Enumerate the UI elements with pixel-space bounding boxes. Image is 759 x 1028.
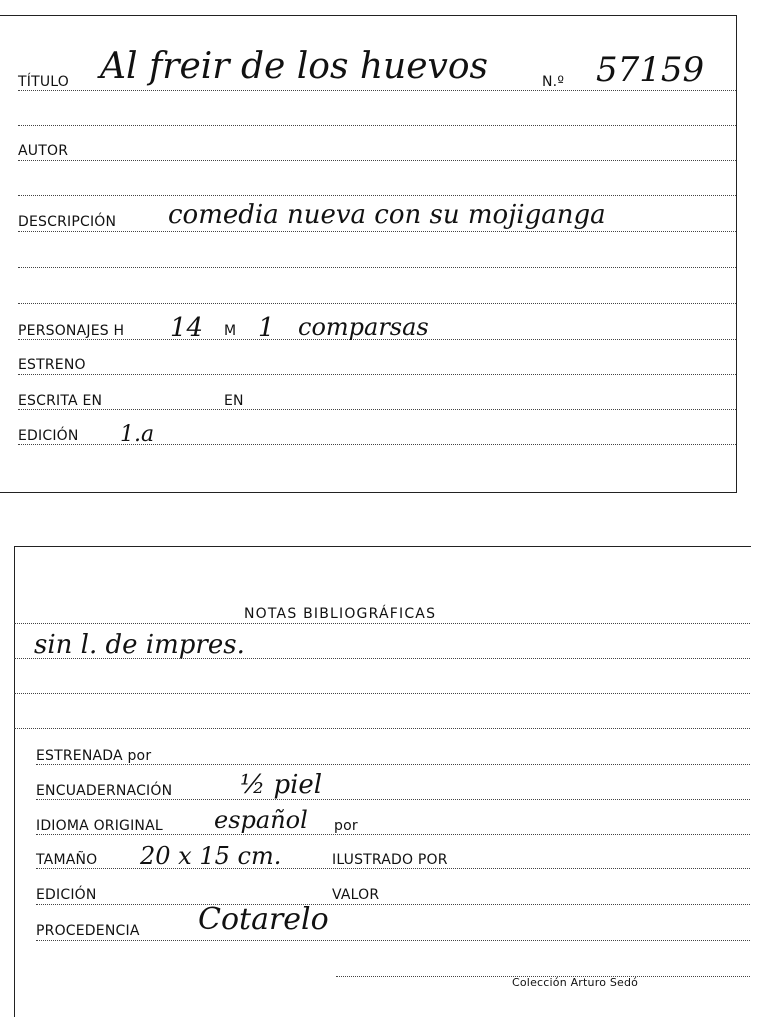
titulo-rule-2 (18, 125, 736, 126)
titulo-ref-label: N.º (542, 74, 565, 90)
notas-title: NOTAS BIBLIOGRÁFICAS (244, 606, 437, 622)
coleccion-label: Colección Arturo Sedó (512, 976, 639, 989)
encuadernacion-rule (36, 799, 750, 800)
titulo-value: Al freir de los huevos (100, 46, 489, 87)
descripcion-rule-3 (18, 303, 736, 304)
notas-rule-2 (14, 693, 750, 694)
notas-title-rule (14, 623, 750, 624)
procedencia-rule (36, 940, 750, 941)
titulo-rule (18, 90, 736, 91)
titulo-label: TÍTULO (18, 74, 69, 90)
autor-label: AUTOR (18, 143, 69, 159)
personajes-h-value: 14 (170, 313, 204, 343)
ilustrado-label: ILUSTRADO POR (332, 852, 448, 868)
notas-rule-3 (14, 728, 750, 729)
descripcion-label: DESCRIPCIÓN (18, 214, 117, 230)
edicion-bottom-label: EDICIÓN (36, 887, 97, 903)
estreno-rule (18, 374, 736, 375)
escrita-rule (18, 409, 736, 410)
idioma-por-label: por (334, 818, 358, 834)
idioma-rule (36, 834, 750, 835)
descripcion-rule-2 (18, 267, 736, 268)
estreno-label: ESTRENO (18, 357, 86, 373)
valor-label: VALOR (332, 887, 380, 903)
edicion-value: 1.a (120, 422, 155, 447)
encuadernacion-value: ½ piel (240, 770, 323, 800)
procedencia-value: Cotarelo (198, 902, 329, 937)
procedencia-label: PROCEDENCIA (36, 923, 140, 939)
encuadernacion-label: ENCUADERNACIÓN (36, 783, 173, 799)
edicion-bottom-rule (36, 904, 750, 905)
descripcion-value: comedia nueva con su mojiganga (168, 200, 606, 230)
personajes-extra: comparsas (298, 313, 429, 341)
idioma-value: español (214, 806, 308, 834)
escrita-en-label: ESCRITA EN (18, 393, 103, 409)
autor-rule-2 (18, 195, 736, 196)
autor-rule (18, 160, 736, 161)
personajes-m-value: 1 (258, 313, 275, 343)
idioma-label: IDIOMA ORIGINAL (36, 818, 163, 834)
estrenada-rule (36, 764, 750, 765)
titulo-ref: 57159 (596, 50, 705, 90)
edicion-label: EDICIÓN (18, 428, 79, 444)
personajes-h-label: PERSONAJES H (18, 323, 125, 339)
escrita-en-place-label: EN (224, 393, 244, 409)
personajes-m-label: M (224, 323, 237, 339)
notas-value: sin l. de impres. (34, 630, 245, 660)
tamano-label: TAMAÑO (36, 852, 98, 868)
tamano-value: 20 x 15 cm. (140, 842, 282, 870)
descripcion-rule (18, 231, 736, 232)
estrenada-label: ESTRENADA por (36, 748, 152, 764)
